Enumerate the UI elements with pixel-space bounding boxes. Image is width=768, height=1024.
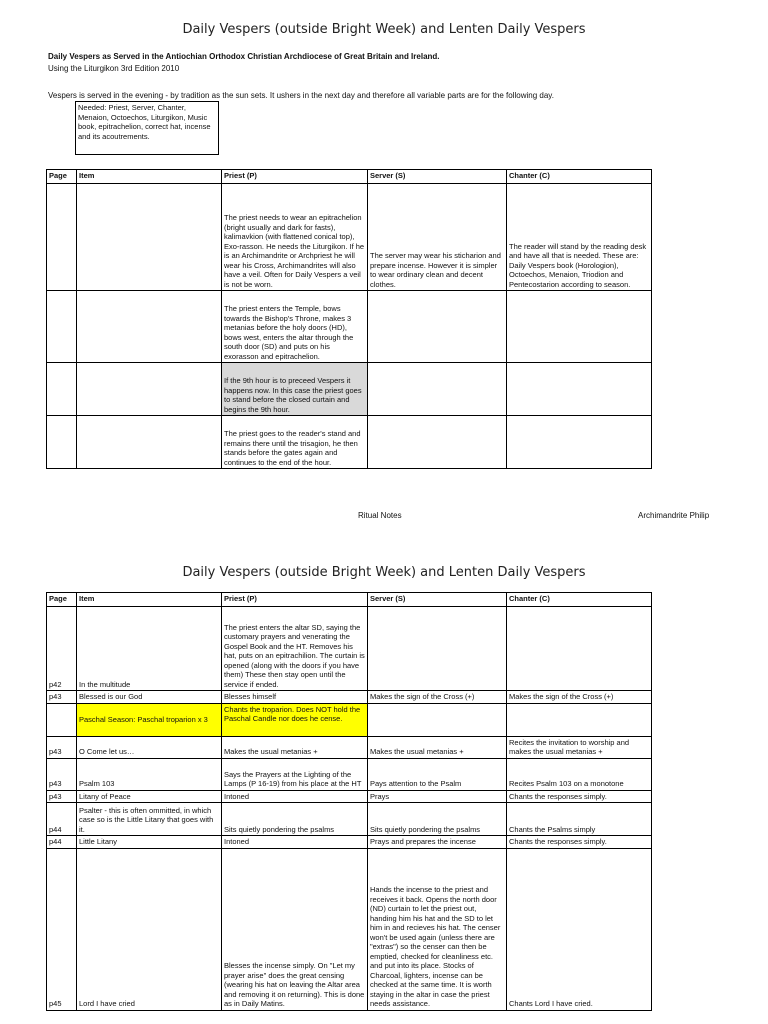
table-row: [47, 607, 652, 691]
cell-chanter: The reader will stand by the reading desk and have all that is needed. These are: Daily Vespers book (Horologion), Octoechos, Menaion, Triodion and Pentecostarion according to season.: [507, 184, 652, 291]
cell-priest: If the 9th hour is to preceed Vespers it happens now. In this case the priest goes to stand before the closed curtain and begins the 9th hour.: [222, 363, 368, 416]
cell-server: [368, 703, 507, 736]
cell-item: In the multitude: [77, 607, 222, 691]
cell-chanter: Makes the sign of the Cross (+): [507, 691, 652, 704]
cell-server: Makes the sign of the Cross (+): [368, 691, 507, 704]
cell-page: p44: [47, 836, 77, 849]
cell-server: [368, 291, 507, 363]
page1-subtitle: Daily Vespers as Served in the Antiochian Orthodox Christian Archdiocese of Great Britain and Ireland.: [48, 52, 440, 61]
table-row: [47, 790, 652, 803]
cell-page: p42: [47, 607, 77, 691]
header-priest: Priest (P): [222, 170, 368, 184]
cell-page: [47, 416, 77, 469]
cell-server: Pays attention to the Psalm: [368, 758, 507, 790]
cell-priest: Chants the troparion. Does NOT hold the Paschal Candle nor does he cense.: [222, 703, 368, 736]
page2-title: Daily Vespers (outside Bright Week) and Lenten Daily Vespers: [182, 565, 586, 580]
cell-server: Prays: [368, 790, 507, 803]
table-row: [47, 803, 652, 836]
cell-priest: Intoned: [222, 790, 368, 803]
cell-page: p43: [47, 758, 77, 790]
cell-chanter: [507, 703, 652, 736]
cell-server: Sits quietly pondering the psalms: [368, 803, 507, 836]
cell-chanter: [507, 416, 652, 469]
cell-page: p45: [47, 848, 77, 1010]
table-row: [47, 848, 652, 1010]
page1-intro: Vespers is served in the evening - by tradition as the sun sets. It ushers in the next day and therefore all variable parts are for the following day.: [48, 91, 554, 100]
cell-item: Litany of Peace: [77, 790, 222, 803]
cell-server: Prays and prepares the incense: [368, 836, 507, 849]
page1-table: [46, 169, 652, 469]
cell-chanter: [507, 363, 652, 416]
table-row: [47, 416, 652, 469]
cell-item: Psalm 103: [77, 758, 222, 790]
cell-item: [77, 184, 222, 291]
footer-ritual-notes: Ritual Notes: [358, 511, 402, 520]
cell-chanter: [507, 607, 652, 691]
cell-priest: Blesses the incense simply. On "Let my prayer arise" does the great censing (wearing his hat on leaving the Altar area and removing it on returning). This is done as in Daily Matins.: [222, 848, 368, 1010]
cell-item: [77, 363, 222, 416]
cell-chanter: Chants the responses simply.: [507, 790, 652, 803]
cell-priest: Sits quietly pondering the psalms: [222, 803, 368, 836]
table-header-row: [47, 170, 652, 184]
cell-chanter: Chants Lord I have cried.: [507, 848, 652, 1010]
header-page: Page: [47, 593, 77, 607]
cell-priest: Blesses himself: [222, 691, 368, 704]
cell-chanter: [507, 291, 652, 363]
header-chanter: Chanter (C): [507, 170, 652, 184]
cell-chanter: Recites the invitation to worship and makes the usual metanias +: [507, 736, 652, 758]
cell-priest: Makes the usual metanias +: [222, 736, 368, 758]
cell-item: Paschal Season: Paschal troparion x 3: [77, 703, 222, 736]
cell-priest: The priest needs to wear an epitrachelion (bright usually and dark for fasts), kalimavkion (with flattened conical top), Exo-rasson. He needs the Liturgikon. If he is an Archimandrite or Archpriest he will wear his Cross, Archimandrites will also have a veil. Often for Daily Vespers a veil is not be worn.: [222, 184, 368, 291]
cell-priest: The priest goes to the reader's stand and remains there until the trisagion, he then stands before the gates again and continues to the end of the hour.: [222, 416, 368, 469]
table-row: [47, 703, 652, 736]
page1-edition: Using the Liturgikon 3rd Edition 2010: [48, 64, 180, 73]
cell-page: p44: [47, 803, 77, 836]
needed-box: Needed: Priest, Server, Chanter, Menaion, Octoechos, Liturgikon, Music book, epitrachelion, correct hat, incense and its acoutrements.: [75, 101, 219, 155]
cell-page: p43: [47, 691, 77, 704]
header-page: Page: [47, 170, 77, 184]
table-row: [47, 291, 652, 363]
table-row: [47, 758, 652, 790]
header-item: Item: [77, 593, 222, 607]
cell-chanter: Chants the responses simply.: [507, 836, 652, 849]
header-item: Item: [77, 170, 222, 184]
cell-chanter: Recites Psalm 103 on a monotone: [507, 758, 652, 790]
cell-server: [368, 416, 507, 469]
cell-item: Lord I have cried: [77, 848, 222, 1010]
table-row: [47, 184, 652, 291]
cell-server: [368, 607, 507, 691]
table-row: [47, 736, 652, 758]
cell-page: p43: [47, 736, 77, 758]
table-header-row: [47, 593, 652, 607]
cell-chanter: Chants the Psalms simply: [507, 803, 652, 836]
header-server: Server (S): [368, 593, 507, 607]
table-row: [47, 836, 652, 849]
cell-item: Blessed is our God: [77, 691, 222, 704]
cell-page: [47, 363, 77, 416]
cell-server: Hands the incense to the priest and receives it back. Opens the north door (ND) curtain to let the priest out, handing him his hat and the SD to let him in and recieves his hat. The censer won't be used again (unless there are "extras") so the censer can then be emptied, checked for cleanliness etc. and put into its place. Stocks of Charcoal, lighters, incense can be checked at the same time. It is worth staying in the altar in case the priest needs assistance.: [368, 848, 507, 1010]
page2-table: [46, 592, 652, 1011]
cell-item: [77, 416, 222, 469]
cell-server: [368, 363, 507, 416]
cell-server: The server may wear his sticharion and prepare incense. However it is simpler to wear ordinary clean and decent clothes.: [368, 184, 507, 291]
cell-priest: Intoned: [222, 836, 368, 849]
cell-priest: Says the Prayers at the Lighting of the Lamps (P 16-19) from his place at the HT: [222, 758, 368, 790]
cell-page: [47, 184, 77, 291]
cell-page: p43: [47, 790, 77, 803]
cell-item: [77, 291, 222, 363]
cell-item: Little Litany: [77, 836, 222, 849]
header-chanter: Chanter (C): [507, 593, 652, 607]
cell-page: [47, 703, 77, 736]
cell-page: [47, 291, 77, 363]
cell-priest: The priest enters the altar SD, saying the customary prayers and venerating the Gospel Book and the HT. Removes his hat, puts on an epitrachilion. The curtain is opened (along with the doors if you have them) These then stay open until the service if ended.: [222, 607, 368, 691]
header-server: Server (S): [368, 170, 507, 184]
cell-priest: The priest enters the Temple, bows towards the Bishop's Throne, makes 3 metanias before the holy doors (HD), bows west, enters the altar through the south door (SD) and puts on his exorasson and epitrachelion.: [222, 291, 368, 363]
table-row: [47, 691, 652, 704]
header-priest: Priest (P): [222, 593, 368, 607]
page1-title: Daily Vespers (outside Bright Week) and Lenten Daily Vespers: [182, 22, 586, 37]
table-row: [47, 363, 652, 416]
cell-server: Makes the usual metanias +: [368, 736, 507, 758]
cell-item: Psalter - this is often ommitted, in which case so is the Little Litany that goes with it.: [77, 803, 222, 836]
cell-item: O Come let us…: [77, 736, 222, 758]
footer-author: Archimandrite Philip: [638, 511, 710, 520]
